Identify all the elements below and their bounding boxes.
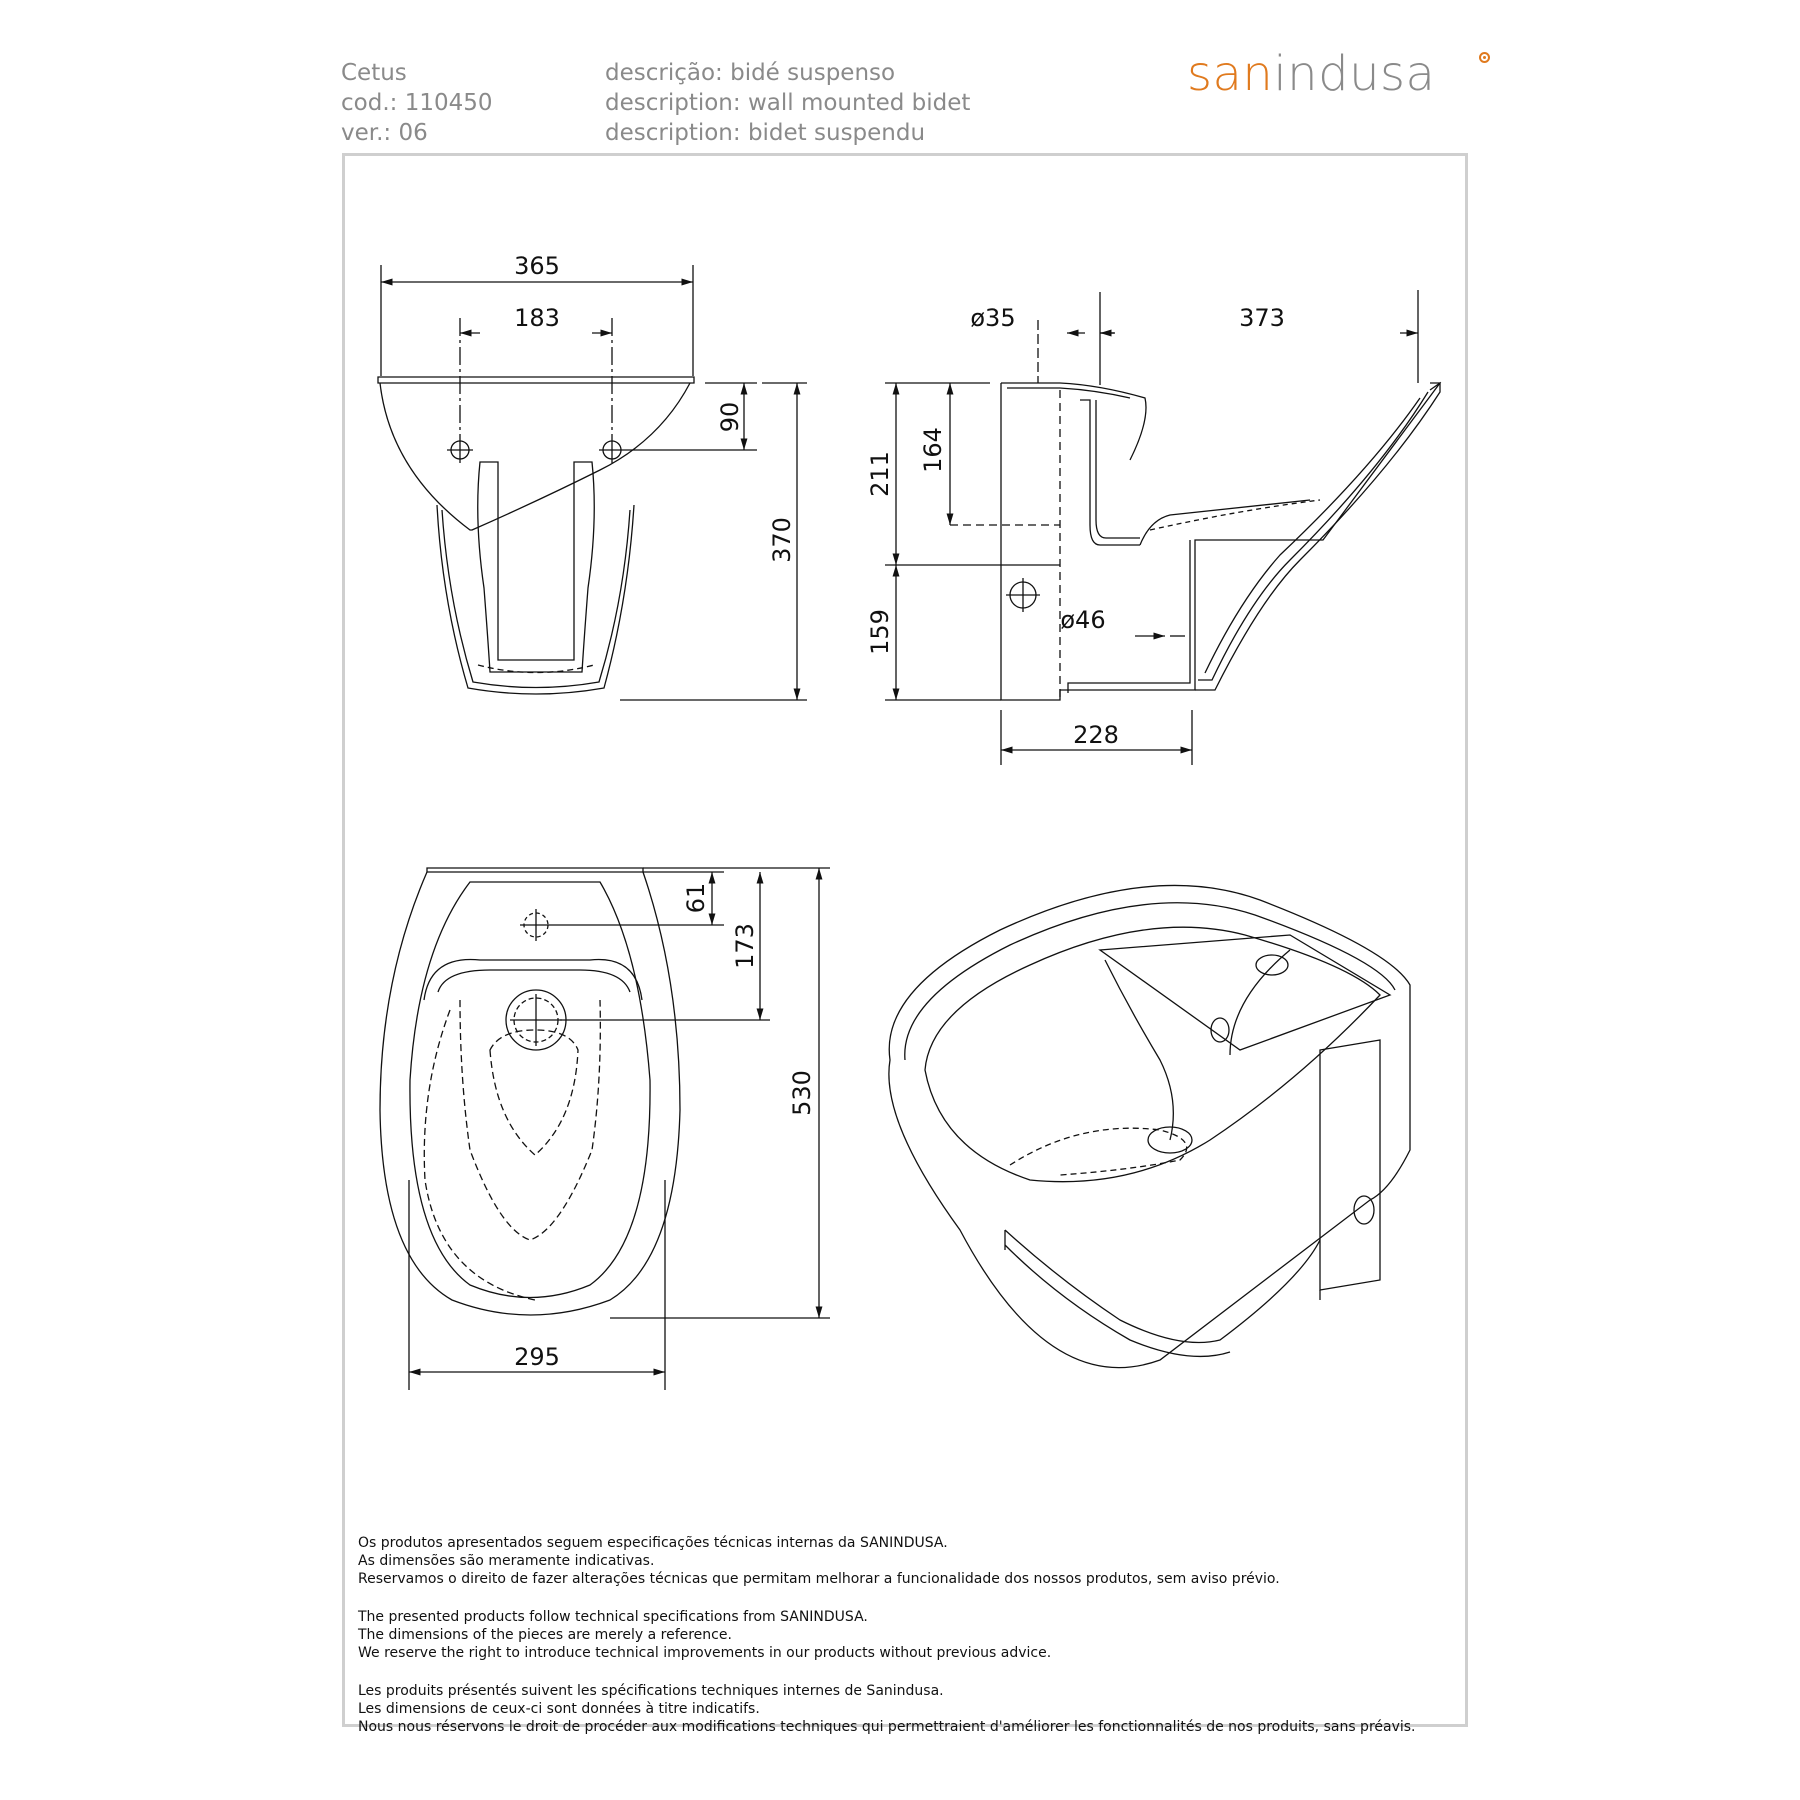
dim-side-depth: 373 [1239, 304, 1285, 332]
dim-top-295: 295 [514, 1343, 560, 1371]
dim-side-d46: ø46 [1060, 606, 1106, 634]
dim-top-530: 530 [788, 1070, 816, 1116]
description-fr: description: bidet suspendu [605, 120, 926, 146]
dim-top-173: 173 [731, 923, 759, 969]
dim-side-164: 164 [919, 427, 947, 473]
perspective-view [889, 885, 1410, 1367]
dim-front-width: 365 [514, 252, 560, 280]
product-name: Cetus [341, 60, 407, 86]
dim-front-height: 370 [768, 517, 796, 563]
dim-front-top: 90 [716, 401, 744, 433]
dim-side-228: 228 [1073, 721, 1119, 749]
dim-top-61: 61 [682, 882, 710, 914]
dimension-labels [514, 252, 1285, 1371]
product-version: ver.: 06 [341, 120, 428, 146]
dim-side-159: 159 [866, 609, 894, 655]
dim-side-211: 211 [866, 451, 894, 497]
dim-side-d35: ø35 [970, 304, 1016, 332]
top-view [380, 868, 830, 1390]
description-pt: descrição: bidé suspenso [605, 60, 896, 86]
side-view [885, 290, 1440, 765]
front-view [378, 265, 807, 700]
product-code: cod.: 110450 [341, 90, 493, 116]
disclaimer-notes: Os produtos apresentados seguem especificações técnicas internas da SANINDUSA. As dimensões são meramente indicativas. Reservamos o direito de fazer alterações técnicas que permitam melhorar a funcionalidade dos nossos produtos, sem aviso prévio. The presented products follow technical specifications from SANINDUSA. The dimensions of the pieces are merely a reference. We reserve the right to introduce technical improvements in our products without previous advice. Les produits présentés suivent les spécifications techniques internes de Sanindusa. Les dimensions de ceux-ci sont données à titre indicatifs. Nous nous réservons le droit de procéder aux modifications techniques qui permettraient d'améliorer les fonctionnalités de nos produits, sans préavis. [358, 1535, 1416, 1735]
brand-logo: sanindusa [1187, 46, 1435, 102]
description-en: description: wall mounted bidet [605, 90, 971, 116]
dim-front-holes: 183 [514, 304, 560, 332]
